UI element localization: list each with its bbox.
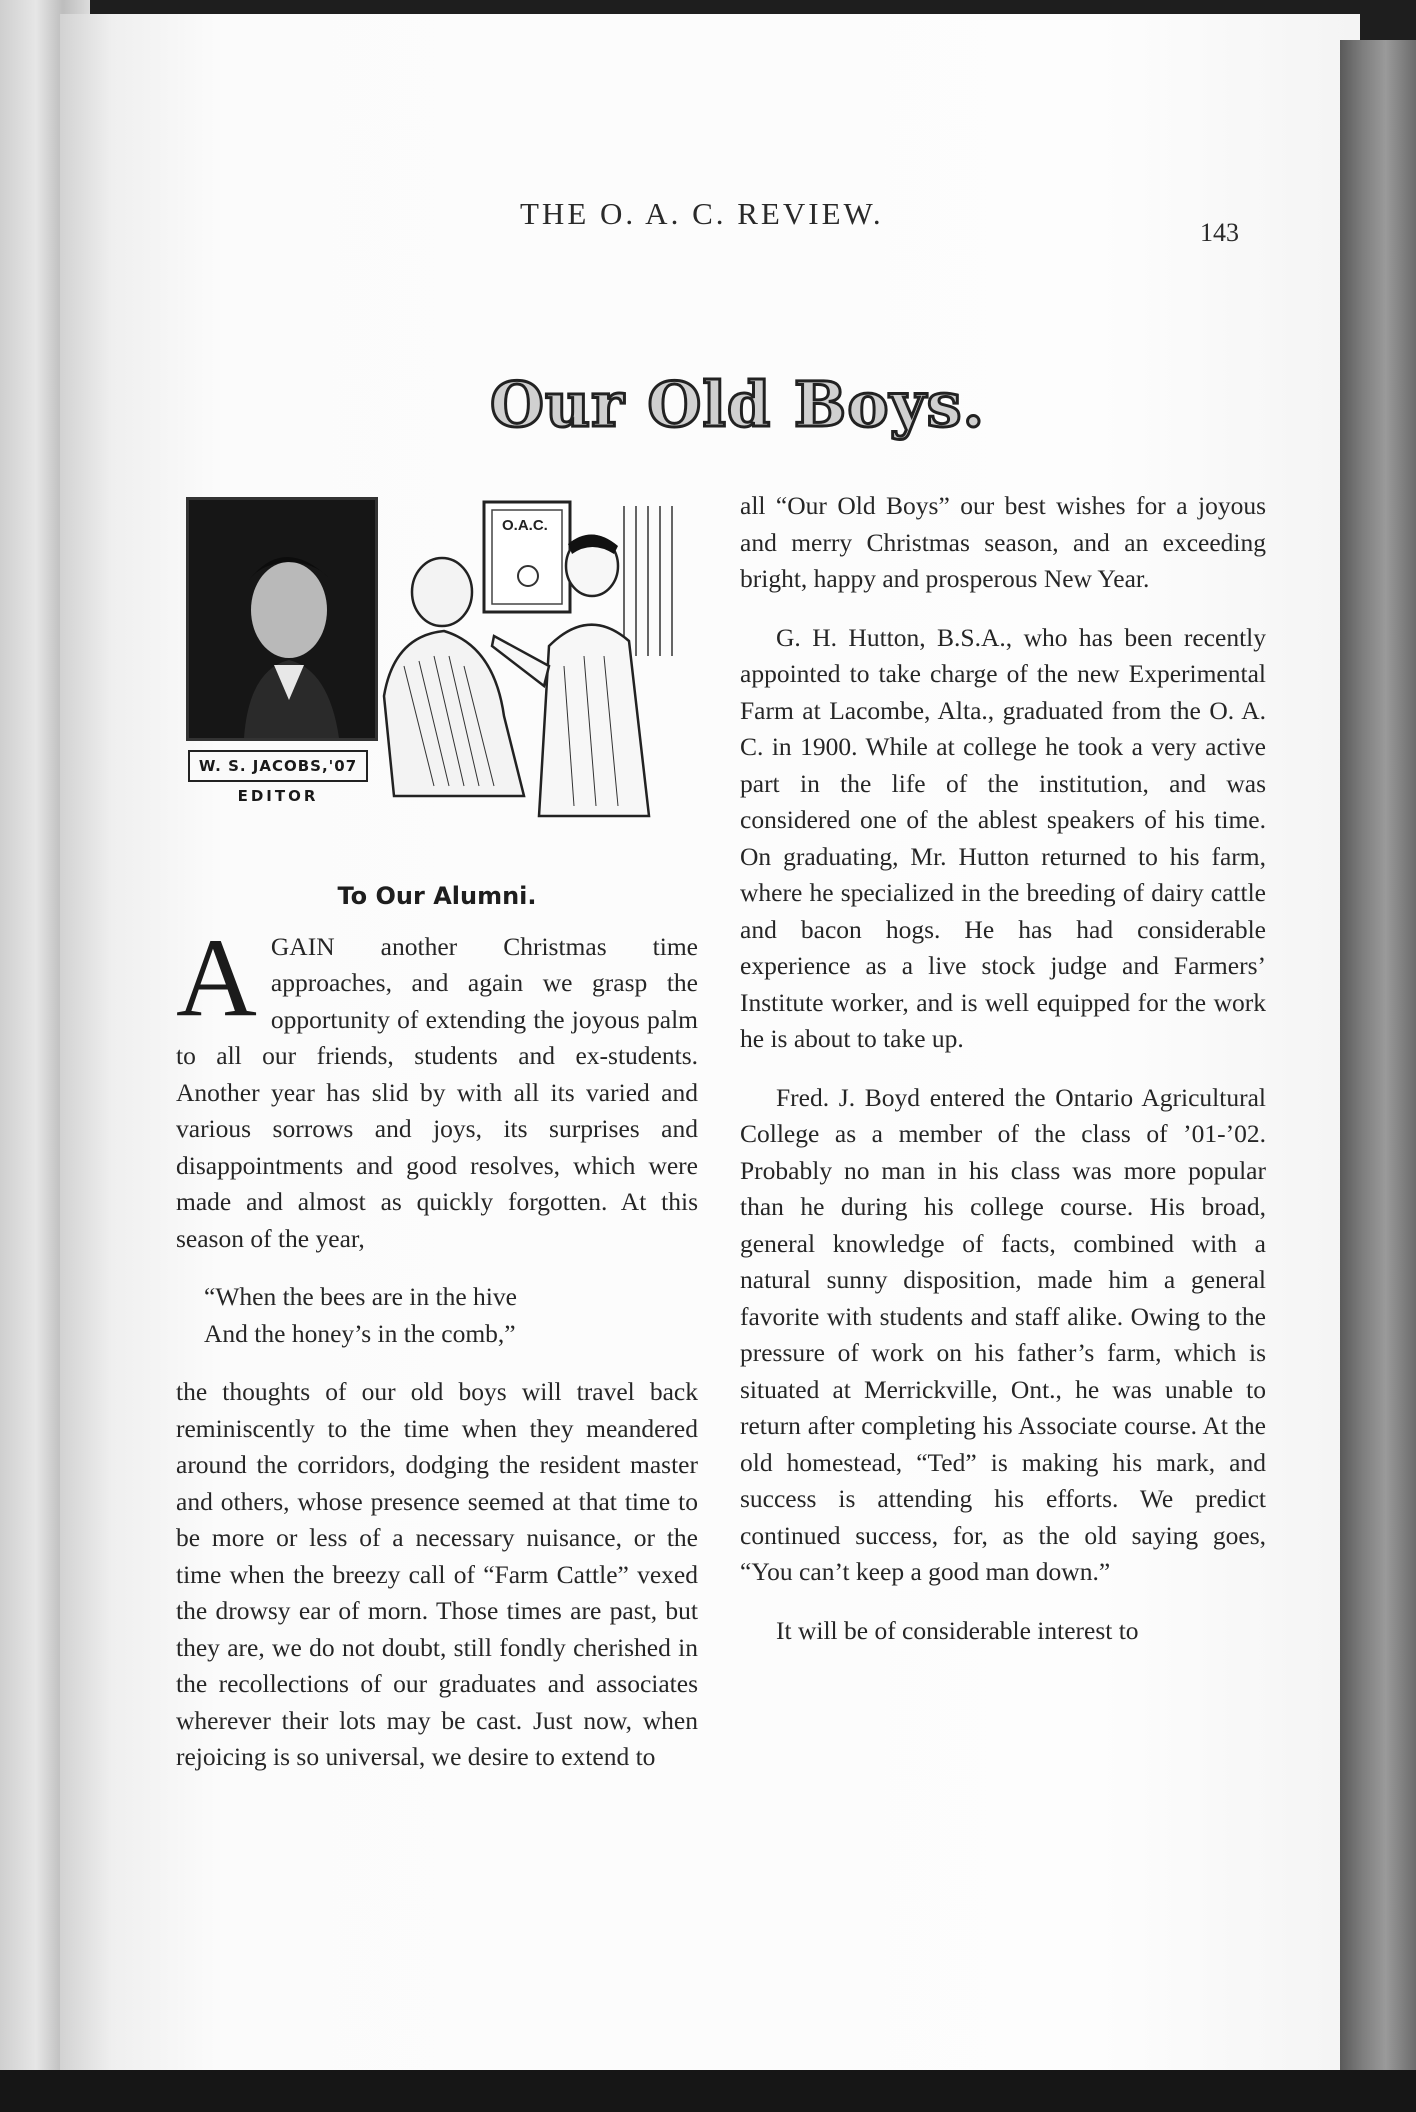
poem-line: “When the bees are in the hive (204, 1282, 517, 1311)
continuation-paragraph: the thoughts of our old boys will travel back reminiscently to the time when they meandered around the corridors, dodging the resident master and others, whose presence seemed at that time to be more or less of a necessary nuisance, or the time when the breezy call of “Farm Cattle” vexed the drowsy ear of morn. Those times are past, but they are, we do not doubt, still fondly cherished in the recollections of our graduates and associates wherever their lots may be cast. Just now, when rejoicing is so universal, we desire to extend to (176, 1377, 698, 1771)
hutton-paragraph: G. H. Hutton, B.S.A., who has been recently appointed to take charge of the new Experimental Farm at Lacombe, Alta., graduated from the O. A. C. in 1900. While at college he took a very active part in the life of the institution, and was considered one of the ablest speakers of his time. On graduating, Mr. Hutton returned to his farm, where he specialized in the breeding of dairy cattle and bacon hogs. He has had considerable experience as a live stock judge and Farmers’ Institute worker, and is well equipped for the work he is about to take up. (740, 622, 1266, 1053)
portrait-caption-role: EDITOR (237, 787, 319, 805)
cartoon-drawing (374, 496, 700, 818)
section-title: Our Old Boys. (490, 368, 986, 441)
book-spine (1340, 40, 1416, 2080)
right-column (740, 488, 1266, 1671)
scan-bottom-edge (0, 2070, 1416, 2112)
greeting-paragraph: all “Our Old Boys” our best wishes for a joyous and merry Christmas season, and an exceeding bright, happy and prosperous New Year. (740, 491, 1266, 593)
cartoon-illustration (374, 496, 700, 818)
running-header: THE O. A. C. REVIEW. (520, 196, 884, 231)
sign-label: O.A.C. (502, 517, 548, 534)
left-column (176, 878, 698, 1798)
poem-quote (176, 1279, 698, 1352)
boyd-paragraph: Fred. J. Boyd entered the Ontario Agricultural College as a member of the class of ’01-’02. Probably no man in his class was more popular than he during his college course. His broad, general knowledge of facts, combined with a natural sunny disposition, made him a general favorite with students and staff alike. Owing to the pressure of work on his father’s farm, which is situated at Merrickville, Ont., he was unable to return after completing his Associate course. At the old homestead, “Ted” is making his mark, and success is attending his efforts. We predict continued success, for, as the old saying goes, “You can’t keep a good man down.” (740, 1082, 1266, 1586)
editor-portrait (186, 497, 378, 741)
portrait-caption-name: W. S. JACOBS,'07 (188, 750, 368, 782)
intro-paragraph (176, 915, 698, 1258)
intro-text: GAIN another Christmas time approaches, and again we grasp the opportunity of extending the joyous palm to all our friends, students and ex-students. Another year has slid by with all its varied and various sorrows and joys, its surprises and disappointments and good resolves, which were made and almost as quickly forgotten. At this season of the year, (176, 931, 698, 1253)
article-heading: To Our Alumni. (337, 882, 537, 910)
portrait-illustration (189, 500, 375, 738)
drop-cap: A (176, 915, 257, 1040)
closing-paragraph: It will be of considerable interest to (776, 1615, 1139, 1645)
page-number: 143 (1200, 218, 1239, 247)
poem-line: And the honey’s in the comb,” (204, 1318, 516, 1348)
